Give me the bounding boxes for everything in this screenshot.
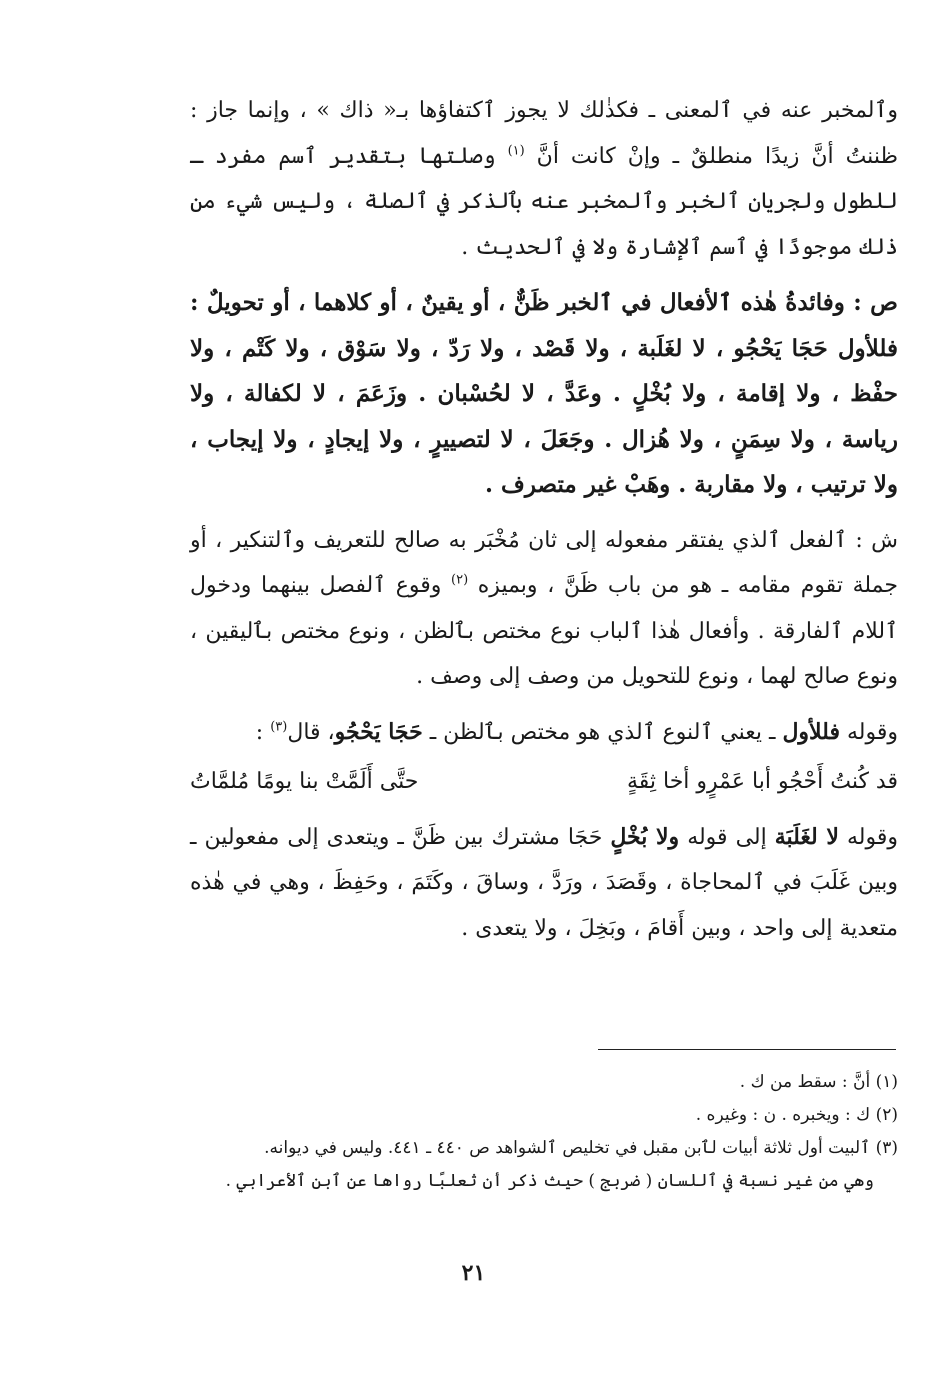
p5-start: وقوله [846, 824, 898, 850]
paragraph-1 [190, 88, 898, 270]
p4-bold-2: حَجَا يَحْجُو [334, 718, 423, 745]
page-body [190, 88, 898, 951]
p5-mid: إلى قوله [687, 824, 767, 850]
paragraph-sharh [190, 518, 898, 700]
page-number: ٢١ [461, 1260, 486, 1286]
p4-bold-1: فللأول [782, 718, 840, 745]
paragraph-5 [190, 815, 898, 952]
footnote-divider [598, 1049, 896, 1050]
paragraph-1-text-b: وصلتها بتقدير ٱسم مفرد ـ للطول ولجريان ٱلخبر وٱلمخبر عنه بٱلذكر في ٱلصلة ، وليس شيء من ذٰلك موجودًا في ٱسم ٱلإشارة ولا في ٱلحديث . [190, 143, 898, 260]
p5-bold-2: ولا بُخْلٍ [610, 823, 680, 850]
p5-bold-1: لا لغَلَبَة [774, 823, 839, 850]
p4-end: ، قال [287, 719, 335, 745]
sharh-text-a: ش : ٱلفعل ٱلذي يفتقر مفعوله إلى ثان مُخْبَر به صالح للتعريف وٱلتنكير ، أو جملة تقوم مقامه ـ هو من باب ظَنَّ ، وبميزه [190, 527, 898, 598]
poetry-verse [190, 759, 898, 805]
footnotes [188, 1068, 898, 1200]
p4-mid: ـ يعني ٱلنوع ٱلذي هو مختص بٱلظن ـ [429, 719, 776, 745]
verse-second-hemistich: حتَّى أَلَمَّتْ بنا يومًا مُلمَّاتُ [190, 769, 419, 794]
p4-start: وقوله [846, 719, 898, 745]
footnote-ref-2: (٢) [451, 572, 469, 588]
p4-colon: : [255, 719, 264, 745]
footnote-2: (٢) ك : ويخبره . ن : وغيره . [695, 1105, 898, 1125]
matn-text: ص : وفائدةُ هٰذه ٱلأفعال في ٱلخبر ظَنٌّ ، أو يقينٌ ، أو كلاهما ، أو تحويلٌ : فللأول حَجَا يَحْجُو ، لا لغَلَبة ، ولا قَصْد ، ولا رَدّ ، ولا سَوْق ، ولا كَتْم ، ولا حفْظ ، ولا إقامة ، ولا بُخْلٍ . وعَدَّ ، لا لحُسْبان . وزَعَمَ ، لا لكفالة ، ولا رياسة ، ولا سِمَنٍ ، ولا هُزال . وجَعَلَ ، لا لتصييرٍ ، ولا إيجادٍ ، ولا إيجاب ، ولا ترتيب ، ولا مقاربة . وهَبْ غير متصرف . [190, 289, 898, 498]
verse-first-hemistich: قد كُنتُ أَحْجُو أبا عَمْرٍو أخا ثِقَةٍ [626, 769, 898, 794]
paragraph-matn [190, 280, 898, 508]
footnote-3: (٣) ٱلبيت أول ثلاثة أبيات لٱبن مقبل في تخليص ٱلشواهد ص ٤٤٠ ـ ٤٤١. وليس في ديوانه. [264, 1138, 898, 1158]
footnote-ref-1: (١) [507, 143, 525, 159]
p5-end: حَجَا مشترك بين ظَنَّ ـ ويتعدى إلى مفعولين ـ وبين غَلَبَ في ٱلمحاجاة ، وقَصَدَ ، ورَدَّ ، وساقَ ، وكَتَمَ ، وحَفِظَ ، وهي في هٰذه متعدية إلى واحد ، وبين أَقامَ ، وبَخِلَ ، ولا يتعدى . [190, 824, 898, 941]
paragraph-1-text-a: وٱلمخبر عنه في ٱلمعنى ـ فكذٰلك لا يجوز ٱكتفاؤها بـ« ذاك » ، وإنما جاز : ظننتُ أنَّ زيدًا منطلقٌ ـ وإنْ كانت أنَّ [190, 98, 898, 169]
footnote-1: (١) أنَّ : سقط من ك . [739, 1072, 898, 1092]
footnote-ref-3: (٣) [270, 719, 288, 735]
sharh-text-b: وقوع ٱلفصل بينهما ودخول ٱللام ٱلفارقة . وأفعال هٰذا ٱلباب نوع مختص بٱلظن ، ونوع مختص بٱليقين ، ونوع صالح لهما ، ونوع للتحويل من وصف إلى وصف . [190, 573, 898, 689]
footnote-3-continuation: وهي من غير نسبة في ٱللسان ( ضربج ) حيث ذكر أن ثعلبًا رواها عن ٱبن ٱلأعرابي . [225, 1171, 874, 1191]
paragraph-4 [190, 710, 898, 756]
